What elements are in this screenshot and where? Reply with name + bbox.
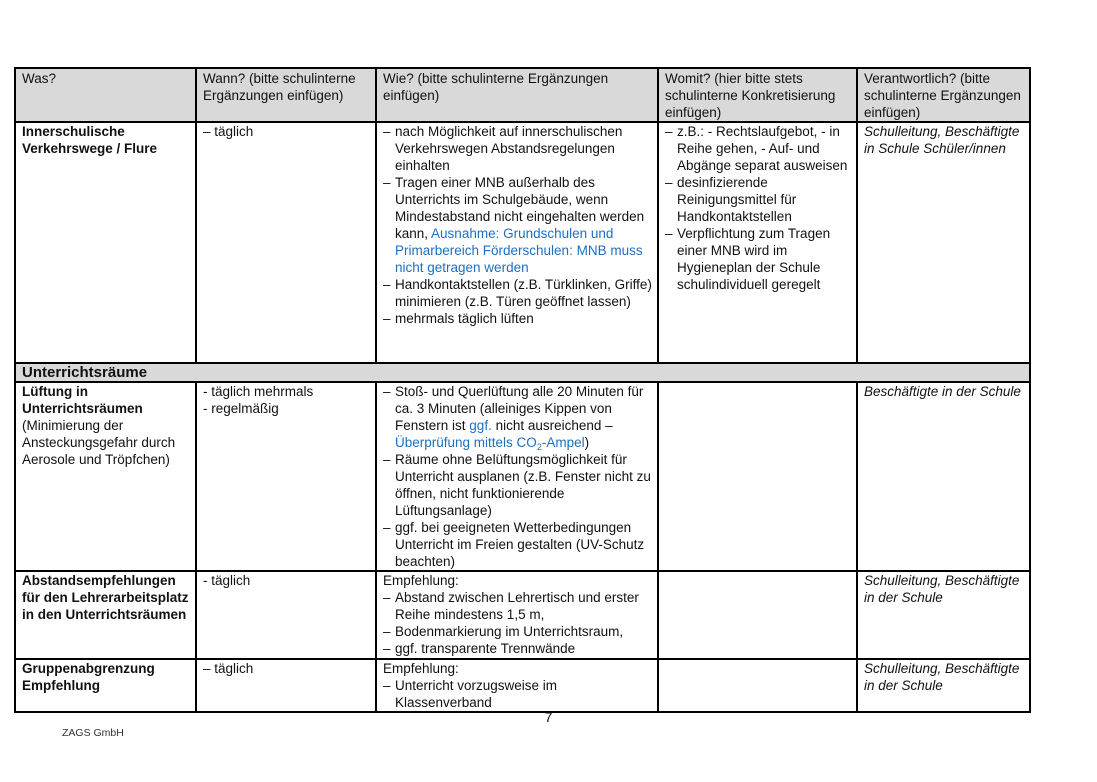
ventilation-text: Stoß- und Querlüftung alle 20 Minuten für ca. 3 Minuten (alleiniges Kippen von Fenstern ist (395, 384, 644, 433)
list-item: – desinfizierende Reinigungsmittel für Handkontaktstellen (665, 174, 851, 225)
row-with (658, 659, 857, 712)
row-what-title: Innerschulische Verkehrswege / Flure (22, 124, 158, 156)
co2-ampel-text: -Ampel (541, 435, 585, 450)
list-item: – Unterricht vorzugsweise im Klassenverband (383, 677, 652, 711)
list-item: – ggf. bei geeigneten Wetterbedingungen Unterricht im Freien gestalten (UV-Schutz beachten) (383, 519, 652, 570)
mnb-rule-text: Tragen einer MNB außerhalb des Unterrichts im Schulgebäude, wenn Mindestabstand nicht eingehalten werden kann, (395, 175, 645, 241)
row-with (658, 122, 857, 363)
table-row (15, 122, 1030, 363)
section-row (15, 363, 1030, 382)
row-when (196, 382, 376, 571)
list-item: – Räume ohne Belüftungsmöglichkeit für Unterricht ausplanen (z.B. Fenster nicht zu öffnen, nicht funktionierende Lüftungsanlage) (383, 451, 652, 519)
row-with (658, 571, 857, 659)
row-resp: Schulleitung, Beschäftigte in der Schule (857, 659, 1030, 712)
row-what-title: Abstandsempfehlungen für den Lehrerarbeitsplatz in den Unterrichtsräumen (22, 573, 189, 622)
list-item: – Abstand zwischen Lehrertisch und erster Reihe mindestens 1,5 m, (383, 589, 652, 623)
row-with (658, 382, 857, 571)
list-item: – z.B.: - Rechtslaufgebot, - in Reihe gehen, - Auf- und Abgänge separat ausweisen (665, 123, 851, 174)
header-was: Was? (15, 68, 196, 122)
row-resp: Beschäftigte in der Schule (857, 382, 1030, 571)
list-item: – Verpflichtung zum Tragen einer MNB wird im Hygieneplan der Schule schulindividuell geregelt (665, 225, 851, 293)
co2-text: Überprüfung mittels CO (395, 435, 537, 450)
row-when: – täglich (196, 122, 376, 363)
list-item: – Bodenmarkierung im Unterrichtsraum, (383, 623, 652, 640)
mnb-exception-text: Ausnahme: Grundschulen und Primarbereich Förderschulen: MNB muss nicht getragen werden (395, 226, 643, 275)
table-row (15, 382, 1030, 571)
row-how (376, 382, 658, 571)
row-when: – täglich (196, 659, 376, 712)
row-what-note: (Minimierung der Ansteckungsgefahr durch Aerosole und Tröpfchen) (22, 418, 176, 467)
header-verantwortlich: Verantwortlich? (bitte schulinterne Ergänzungen einfügen) (857, 68, 1030, 122)
row-how (376, 122, 658, 363)
footer-company: ZAGS GmbH (62, 727, 124, 739)
recommendation-label: Empfehlung: (383, 661, 459, 676)
table-row (15, 659, 1030, 712)
row-what-title: Gruppenabgrenzung Empfehlung (22, 661, 155, 693)
header-wie: Wie? (bitte schulinterne Ergänzungen einfügen) (376, 68, 658, 122)
closing-paren: ) (584, 435, 590, 450)
list-item: - täglich mehrmals (203, 384, 314, 399)
list-item (383, 383, 652, 451)
row-what (15, 382, 196, 571)
hygiene-plan-table (14, 67, 1031, 713)
co2-highlight (395, 435, 585, 450)
list-item: - regelmäßig (203, 401, 279, 416)
recommendation-label: Empfehlung: (383, 573, 459, 588)
section-title: Unterrichtsräume (15, 363, 1030, 382)
list-item: – nach Möglichkeit auf innerschulischen Verkehrswegen Abstandsregelungen einhalten (383, 123, 652, 174)
list-item (383, 174, 652, 276)
table-row (15, 571, 1030, 659)
list-item: – ggf. transparente Trennwände (383, 640, 652, 657)
header-wann: Wann? (bitte schulinterne Ergänzungen einfügen) (196, 68, 376, 122)
list-item: – mehrmals täglich lüften (383, 310, 652, 327)
header-womit: Womit? (hier bitte stets schulinterne Konkretisierung einfügen) (658, 68, 857, 122)
co2-subscript: 2 (536, 442, 542, 452)
row-resp: Schulleitung, Beschäftigte in der Schule (857, 571, 1030, 659)
table-header-row (15, 68, 1030, 122)
row-what (15, 659, 196, 712)
row-what (15, 122, 196, 363)
row-how (376, 571, 658, 659)
row-what (15, 571, 196, 659)
list-item: – Handkontaktstellen (z.B. Türklinken, Griffe) minimieren (z.B. Türen geöffnet lassen) (383, 276, 652, 310)
ggf-highlight: ggf. (469, 418, 492, 433)
row-what-title: Lüftung in Unterrichtsräumen (22, 384, 143, 416)
ventilation-text-cont: nicht ausreichend – (495, 418, 613, 433)
row-how (376, 659, 658, 712)
row-resp: Schulleitung, Beschäftigte in Schule Schüler/innen (857, 122, 1030, 363)
page-number: 7 (544, 709, 553, 725)
row-when: - täglich (196, 571, 376, 659)
